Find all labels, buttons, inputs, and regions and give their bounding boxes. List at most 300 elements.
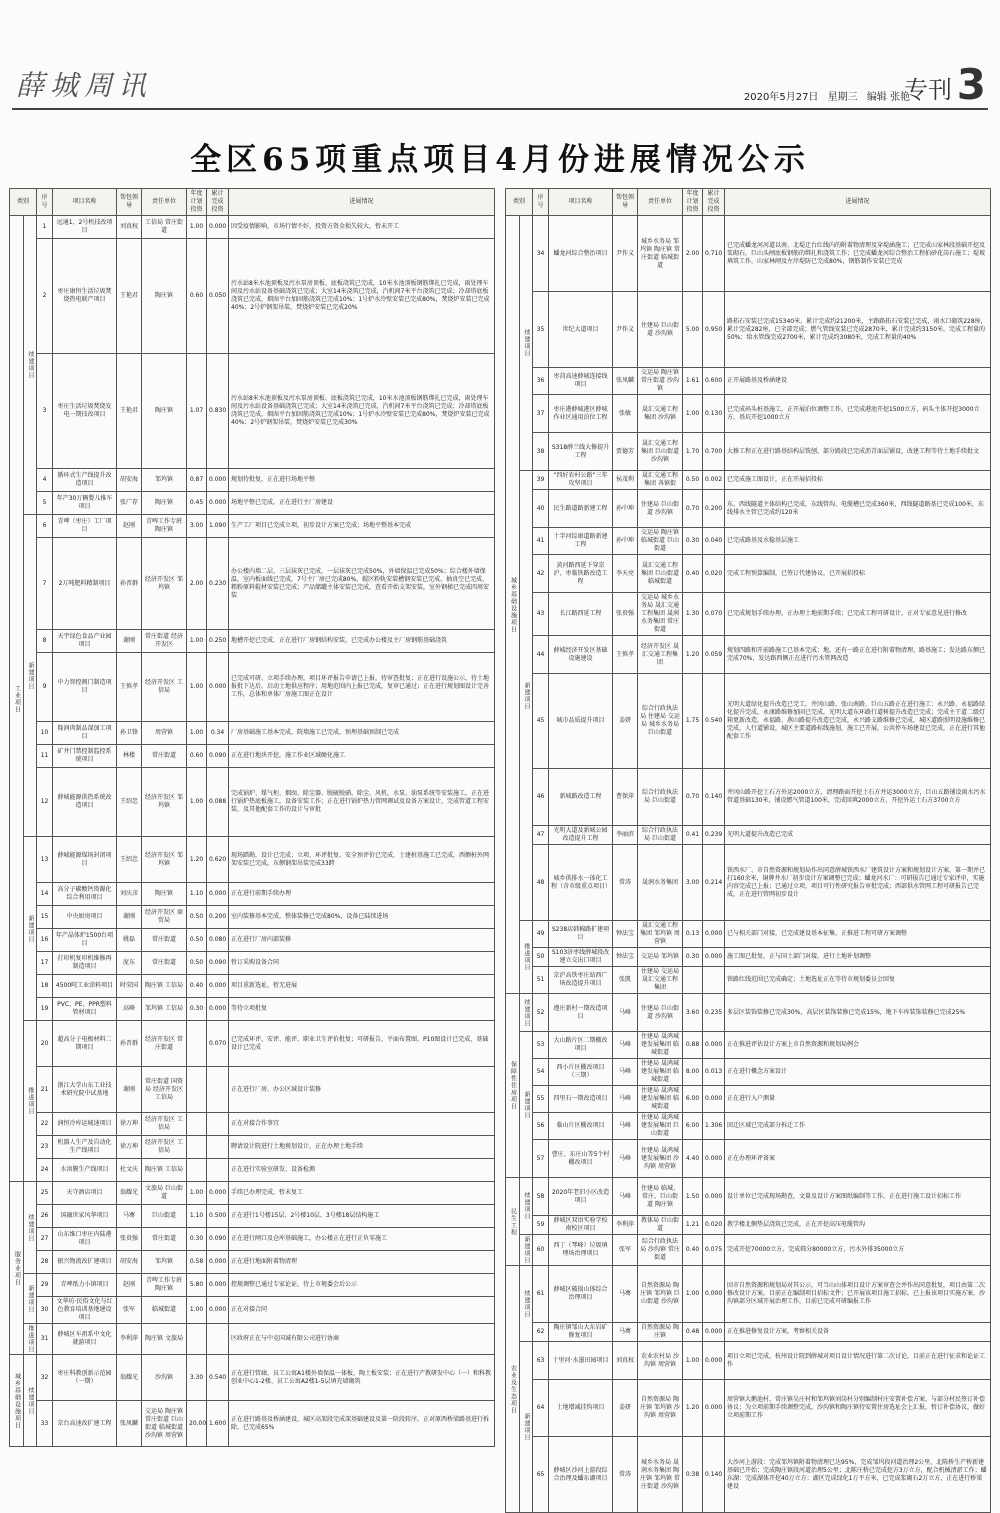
completed-investment: 0.130 [703,395,725,433]
leader-name: 林楼 [117,745,142,768]
completed-investment: 0.000 [207,1182,229,1205]
plan-investment: 1.75 [683,674,703,769]
table-row [506,368,991,395]
completed-investment: 0.540 [207,1355,229,1401]
progress-text: 东、西线隧道主体结构已完成，东线管沟、电缆槽已完成360米，西线隧道路基已完成100米，东线排水主管已完成约120米 [725,490,991,528]
row-number: 19 [37,998,53,1021]
plan-investment: 0.70 [683,769,703,826]
table-row [10,1205,495,1228]
subcategory-cell: 续建项目 [24,1182,37,1274]
completed-investment [207,1067,229,1113]
leader-name: 张凯 [613,967,638,994]
completed-investment: 0.000 [703,1342,725,1380]
table-row [506,395,991,433]
progress-text: 大沙河上游段：完成邹坞镇附着物清理已达95%，完成邹坞段河道治理2公里，北陈桥生产桥新建基础已开始；完成陶庄镇段河道治理5公里；北陈庄桥已完成挖方3万立方，配合机械清淤工作；蟠东湖：完成湖体开挖40万立方；湖区完成绿化1万平方米，已完成浆砌石2万立方，正在进行桥梁建设 [725,1437,991,1513]
progress-text: 回迁区域已完成部分拆迁工作 [725,1113,991,1140]
header-unit: 责任单位 [142,189,187,216]
row-number: 2 [37,239,53,354]
table-row [10,515,495,538]
row-number: 35 [533,292,549,368]
leader-name: 马骞 [613,1266,638,1323]
table-row [10,1159,495,1182]
completed-investment: 0.000 [207,883,229,906]
leader-name: 张敏 [613,395,638,433]
progress-text: 规划待批复，正在进行场地平整 [229,469,495,492]
responsible-unit: 经济开发区 常庄街道 [142,1021,187,1067]
category-cell: 保障性住房项目 [506,994,520,1178]
leader-name: 钟法宝 [613,948,638,967]
responsible-unit: 陶庄镇 [142,492,187,515]
row-number: 8 [37,630,53,653]
row-number: 26 [37,1205,53,1228]
responsible-unit: 常庄街道 [142,1228,187,1251]
left-table-header [10,189,495,216]
project-name: 土地增减挂钩项目 [549,1380,613,1437]
plan-investment: 0.30 [187,1228,207,1251]
header-progress: 进展情况 [229,189,495,216]
table-row [506,948,991,967]
responsible-unit: 城乡水务局 邹坞镇 陶庄镇 常庄街道 临城街道 [638,216,683,292]
responsible-unit: 陶庄镇 [142,239,187,354]
completed-investment: 0.000 [207,1274,229,1297]
plan-investment: 1.50 [683,1178,703,1216]
leader-name: 侯茂利 [613,471,638,490]
completed-investment: 0.090 [207,1228,229,1251]
leader-name: 庞东 [117,952,142,975]
header-plan: 年度计划投资 [187,189,207,216]
progress-text: 生产工厂项目已完成立项，初步设计方案已完成；场地平整基本完成 [229,515,495,538]
category-cell: 农业及生态项目 [506,1266,520,1513]
leader-name: 曹保萍 [613,769,638,826]
completed-investment [207,1159,229,1182]
project-name: 青啤（枣庄）工厂项目 [53,515,117,538]
completed-investment: 0.200 [207,906,229,929]
project-name: 陶庄镇邹山大东岩矿修复项目 [549,1323,613,1342]
plan-investment: 0.70 [683,490,703,528]
plan-investment: 1.61 [683,368,703,395]
progress-text: 场地平整已完成，正在进行主厂房建设 [229,492,495,515]
progress-text: 聘请设计院进行土地规划设计，正在办理土地手续 [229,1136,495,1159]
completed-investment [207,1136,229,1159]
responsible-unit: 常庄街道 [142,952,187,975]
progress-text: 已与相关部门对接，已完成建设基本征集，正推进工程可研方案调整 [725,921,991,948]
row-number: 64 [533,1380,549,1437]
project-name: 京沪高铁枣庄站西广场改造提升项目 [549,967,613,994]
row-number: 53 [533,1032,549,1059]
progress-text: 办公楼内墙二层、三层抹灰已完成，一层抹灰已完成50%，外墙保温已完成50%；综合楼外墙保温，室内板面线已完成，7号主厂房已完成80%，辊区粉轨安装槽钢安装已完成，抽真空已完成，粗粉原料辊材安装已完成；产品储罐主体安装已完成，查看开始支架安装，室外钢梯已完成四周安装 [229,538,495,630]
completed-investment: 0.000 [703,1178,725,1216]
table-row [506,636,991,674]
project-name: S103济枣线薛城段改建立交出口项目 [549,948,613,967]
row-number: 3 [37,354,53,469]
completed-investment: 0.000 [703,1380,725,1437]
header-name: 项目名称 [549,189,613,216]
category-cell: 工业项目 [10,216,24,1182]
progress-text: 正在进行厂房内部装修 [229,929,495,952]
table-row [10,1067,495,1113]
row-number: 31 [37,1324,53,1355]
project-name: 年产30万辆婴儿推车项目 [53,492,117,515]
project-name: 机器人生产及自动化生产线项目 [53,1136,117,1159]
plan-investment: 1.10 [187,1205,207,1228]
progress-text: 正在进行前期手续办理 [229,883,495,906]
progress-text: 控规调整已通过专家论证，待上市规委会后公示 [229,1274,495,1297]
leader-name: 尹作义 [613,292,638,368]
table-row [506,471,991,490]
row-number: 9 [37,653,53,722]
leader-name: 马骞 [117,1205,142,1228]
completed-investment: 0.090 [207,952,229,975]
plan-investment: 0.40 [683,555,703,593]
table-row [10,1324,495,1355]
project-name: 水溶膜生产线项目 [53,1159,117,1182]
category-cell: 城乡基础设施项目 [506,216,520,994]
completed-investment: 0.090 [207,745,229,768]
progress-text: 正在进行1号楼15层、2号楼10层、3号楼18层结构施工 [229,1205,495,1228]
completed-investment: 0.000 [207,975,229,998]
progress-text: 厂房基础施工基本完成，院墙施工已完成，预埋基础预制已完成 [229,722,495,745]
completed-investment: 0.000 [207,492,229,515]
row-number: 27 [37,1228,53,1251]
page-title: 全区65项重点项目4月份进展情况公示 [190,142,810,178]
progress-text: 周营镇大鹅池村、常庄镇吴庄村和邹坞镇刘岗村分别编制村庄安置补偿方案，与部分村民签订补偿协议；为立项前期手续调整完成，沙沟镇和陶庄镇待安置住房选址会上汇报，暂订补偿协议，做好立项前期工作 [725,1380,991,1437]
plan-investment: 0.30 [187,998,207,1021]
plan-investment: 0.48 [683,1323,703,1342]
leader-name: 谢刚 [117,906,142,929]
leader-name: 高峰 [117,998,142,1021]
responsible-unit: 周营镇 [142,722,187,745]
subcategory-cell: 续建项目 [520,216,533,471]
header-progress: 进展情况 [725,189,991,216]
responsible-unit: 陶庄镇 [142,883,187,906]
leader-name: 张军 [117,1297,142,1324]
leader-name: 孙中坤 [613,528,638,555]
progress-text: 正在进行路基及桥涵建设，城区高架段完成深基础建设及第一阶段转序，正对原西桥梁路基进行拆除，已完成65% [229,1401,495,1447]
plan-investment: 0.41 [683,826,703,845]
plan-investment: 1.30 [683,593,703,636]
progress-text: 正在进行地面附着物清理 [229,1251,495,1274]
row-number: 49 [533,921,549,948]
responsible-unit: 晟汇交通工程集团 各镇街 [638,471,683,490]
progress-text: 光明大道提升改造已完成 [725,826,991,845]
table-row [506,216,991,292]
responsible-unit: 经济开发区 工信局 [142,1136,187,1159]
progress-text: 地槽开挖已完成，正在进行厂房钢结构安装，已完成办公楼及主厂房钢筋基础浇筑 [229,630,495,653]
completed-investment: 0.000 [207,1251,229,1274]
table-row [506,433,991,471]
progress-text: 大修工程正在进行路基结构层铣刨，部分路段已完成沥青面层铺设，改建工程等待土地手续批文 [725,433,991,471]
leader-name: 马骞 [613,1323,638,1342]
plan-investment [187,1324,207,1355]
row-number: 40 [533,490,549,528]
plan-investment: 5.80 [187,1274,207,1297]
row-number: 22 [37,1113,53,1136]
leader-name: 姚磊 [117,929,142,952]
leader-name: 马峰 [613,1086,638,1113]
completed-investment: 0.075 [703,1235,725,1266]
project-name: 临山片区棚改项目 [549,1113,613,1140]
newspaper-logo: 薛城周讯 [16,69,153,102]
row-number: 65 [533,1437,549,1513]
project-name: 城乡供排水一体化工程（含市级重点项目） [549,845,613,921]
progress-text: 已完成蟠龙河河道以南、北堤迁台红线内的附着物清理及穿堤涵施工；已完成山家林段基础开挖及浆砌石，巨山头闸底板钢筋的绑扎和浇筑工作；已完成蟠龙河综合整治工程拍砂花岗石施工；堤坡填筑工作，山家林闸及左岸堤防已完成80%，钢筋制作安装已完成 [725,216,991,292]
table-row [506,994,991,1032]
completed-investment: 0.235 [703,994,725,1032]
responsible-unit: 经济开发区 商贸局 [142,906,187,929]
responsible-unit: 邹坞镇 工信局 [142,998,187,1021]
completed-investment: 0.000 [207,998,229,1021]
progress-text: 规划四路和开前路施工已基本完成；地，还有一路正在进行附着物清理，路基施工；发达路东侧已完成70%，发达路西侧正在进行污水管网改造 [725,636,991,674]
right-project-table-wrap [505,188,991,1513]
completed-investment [207,1113,229,1136]
responsible-unit: 经济开发区 邹坞镇 [142,837,187,883]
subcategory-cell: 新建项目 [520,1342,533,1513]
table-row [506,1059,991,1086]
row-number: 7 [37,538,53,630]
row-number: 15 [37,906,53,929]
right-table-header [506,189,991,216]
completed-investment: 1.306 [703,1113,725,1140]
header-category: 类别 [506,189,533,216]
table-row [10,998,495,1021]
responsible-unit: 青啤工作专班 陶庄镇 [142,515,187,538]
row-number: 52 [533,994,549,1032]
project-name: 浙江大学山东工业技术研究院中试基地 [53,1067,117,1113]
plan-investment: 3.60 [683,994,703,1032]
responsible-unit: 常庄街道 [142,929,187,952]
plan-investment: 0.50 [683,471,703,490]
row-number: 23 [37,1136,53,1159]
category-cell: 服务业项目 [10,1182,24,1355]
completed-investment: 0.002 [703,471,725,490]
subcategory-cell: 新建项目 [520,1032,533,1178]
category-cell: 城乡基础设施项目 [10,1355,24,1447]
issue-line [738,88,910,103]
leader-name: 赵刚 [117,1274,142,1297]
progress-text: 正开展路基及桥涵建设 [725,368,991,395]
leader-name: 马峰 [613,994,638,1032]
leader-name: 刘真权 [117,216,142,239]
plan-investment: 6.00 [683,1086,703,1113]
project-name: 薛城区双语实验学校南校区项目 [549,1216,613,1235]
leader-name: 翁耀光 [117,1355,142,1401]
completed-investment: 0.000 [703,921,725,948]
row-number: 6 [37,515,53,538]
plan-investment: 1.20 [683,636,703,674]
progress-text: 正在对接合作事宜 [229,1113,495,1136]
completed-investment: 0.020 [703,555,725,593]
progress-text: 正在进行实验室研发、设备检测 [229,1159,495,1182]
leader-name: 姜妍 [613,674,638,769]
responsible-unit: 常庄街道 [142,745,187,768]
completed-investment: 0.070 [703,593,725,636]
leader-name: 马峰 [613,1113,638,1140]
progress-text: 教学楼北侧垫层浇筑已完成，正在开挖高压电缆管沟 [725,1216,991,1235]
table-row [10,354,495,469]
responsible-unit: 经济开发区 晟汇交通工程集团 [638,636,683,674]
table-row [506,1032,991,1059]
project-name: 光明大道及新城公园改造提升工程 [549,826,613,845]
progress-text: 区政府正在与中竞国诚有限公司进行协商 [229,1324,495,1355]
row-number: 12 [37,768,53,837]
leader-name: 王慎孝 [613,636,638,674]
plan-investment [187,1021,207,1067]
completed-investment: 0.050 [207,239,229,354]
progress-text: 完成开挖70000立方，完成筛分80000立方，污水外排35000立方 [725,1235,991,1266]
project-name: 年产晶体炉1500台项目 [53,929,117,952]
table-row [506,826,991,845]
plan-investment [683,967,703,994]
responsible-unit: 邹坞镇 [142,1251,187,1274]
header-leader: 帮包领导 [117,189,142,216]
leader-name: 孙中坤 [613,490,638,528]
row-number: 10 [37,722,53,745]
project-name: 2020年老旧小区改造项目 [549,1178,613,1216]
plan-investment: 0.40 [683,1235,703,1266]
table-row [506,490,991,528]
leader-name: 刘真权 [613,1342,638,1380]
plan-investment: 3.30 [187,1355,207,1401]
table-row [10,653,495,722]
header-plan: 年度计划投资 [683,189,703,216]
responsible-unit: 晟汇交通工程集团 沙沟镇 [638,395,683,433]
project-name: 润恒冷库运城速项目 [53,1113,117,1136]
responsible-unit: 晟汇交通工程集团 巨山街道 临城街道 [638,555,683,593]
leader-name: 张贵强 [613,593,638,636]
table-row [10,1021,495,1067]
plan-investment: 0.40 [187,975,207,998]
plan-investment: 3.00 [683,845,703,921]
progress-text: 项目立项已完成，杭州设计院到薛城对项目设计情况进行第二次讨论，目前正在进行征求和论证工作 [725,1342,991,1380]
subcategory-cell: 续建项目 [24,216,37,515]
row-number: 25 [37,1182,53,1205]
progress-text: 设计单位已完成现场勘查，文量及设计方案图纸编制等工作，正在进行施工设计招标工作 [725,1178,991,1216]
progress-text: 因市自然资源和规划局对其公示，可当山山体项目设计方案审查会并作出同意批复，项目由第二次修改设计方案，目前正在编制项目招标文件；已开展该项目施工招标，已上报该项目实施方案，沙沟镇部分区域开展治理工作，目前已完成可研编报工作 [725,1266,991,1323]
project-name: 远通1、2号机技改项目 [53,216,117,239]
project-name: 遵庄新村一期改造项目 [549,994,613,1032]
issue-date: 2020年5月27日 [743,92,819,103]
plan-investment: 4.40 [683,1140,703,1178]
row-number: 30 [37,1297,53,1324]
progress-text: 正在进行入户测量 [725,1086,991,1113]
table-row [506,1266,991,1323]
plan-investment: 8.00 [683,1059,703,1086]
project-name: 超高分子电极材料二期项目 [53,1021,117,1067]
progress-text: 正在办理环评备案 [725,1140,991,1178]
row-number: 5 [37,492,53,515]
row-number: 50 [533,948,549,967]
progress-text: 已完成环评、安评、能评、职业卫生评价批复；可研报告、平面布置图、P10图设计已完成，基础设计已完成 [229,1021,495,1067]
project-name: 十里河·水墨田园项目 [549,1342,613,1380]
table-row [10,1182,495,1205]
progress-text: 现场踏勘，设计已完成；立项、环评批复、安全预评价已完成，土建桩基施工已完成，西侧桩外网架安装已完成，东侧钢架吊装完成33跨 [229,837,495,883]
table-row [10,906,495,929]
leader-name: 李天亮 [613,555,638,593]
project-name: 天守酒店项目 [53,1182,117,1205]
row-number: 43 [533,593,549,636]
responsible-unit: 晟润水务集团 [638,845,683,921]
plan-investment: 1.00 [187,653,207,722]
responsible-unit: 住建局 巨山街道 沙沟镇 [638,490,683,528]
completed-investment: 0.080 [207,929,229,952]
project-name: 西丁（琴峰）垃圾填埋场治理项目 [549,1235,613,1266]
responsible-unit: 经济开发区 邹坞镇 [142,768,187,837]
row-number: 59 [533,1216,549,1235]
completed-investment: 0.070 [207,1021,229,1067]
leader-name: 尹作义 [613,216,638,292]
left-project-table-wrap [9,188,495,1447]
progress-text: 铁西水厂、市自然资源和规划局作出同意薛城铁西水厂建筑设计方案和规划设计方案，第一期并已打160余米，铜牌井水厂初步设计方案调整已完成；蟠龙河水厂：可研报告已通过专家评审，实施内容完成已上报；已通过立项，项目可行性研究报告审批完成；西部供水管网工程可研报告已完成，正在进行管网初步设计 [725,845,991,921]
row-number: 11 [37,745,53,768]
responsible-unit: 晟汇交通工程集团 巨山街道 沙沟镇 [638,433,683,471]
table-row [10,492,495,515]
row-number: 58 [533,1178,549,1216]
leader-name: 胡安海 [117,469,142,492]
table-row [10,1251,495,1274]
completed-investment: 0.000 [703,1266,725,1323]
progress-text: 暂订采购设备合同 [229,952,495,975]
masthead-rule [12,108,988,110]
plan-investment [187,1159,207,1182]
row-number: 16 [37,929,53,952]
project-name: 中央厨房项目 [53,906,117,929]
table-row [506,1178,991,1216]
completed-investment: 0.013 [703,1059,725,1086]
responsible-unit: 住建局 晟鸿城建发展集团 沙沟镇 周营镇 [638,1140,683,1178]
subcategory-cell: 新建项目 [24,837,37,1021]
leader-name: 李利萍 [117,1324,142,1355]
leader-name: 时荣国 [117,975,142,998]
row-number: 14 [37,883,53,906]
row-number: 1 [37,216,53,239]
progress-text: 等待立项批复 [229,998,495,1021]
row-number: 4 [37,469,53,492]
responsible-unit: 巨山街道 [142,1205,187,1228]
row-number: 44 [533,636,549,674]
header-done: 累计完成投资 [207,189,229,216]
table-row [10,1297,495,1324]
leader-name: 王艳君 [117,239,142,354]
subcategory-cell: 推进项目 [24,1021,37,1182]
project-name: 民生路道路新建工程 [549,490,613,528]
table-row [506,1086,991,1113]
plan-investment: 1.00 [187,1182,207,1205]
row-number: 39 [533,471,549,490]
header-leader: 帮包领导 [613,189,638,216]
plan-investment: 0.60 [187,239,207,354]
completed-investment: 0.000 [207,653,229,722]
table-row [506,593,991,636]
completed-investment: 0.000 [703,1032,725,1059]
page-number: 3 [956,60,986,109]
progress-text: 正在进行概念方案设计 [725,1059,991,1086]
project-name: 薛城区车祖系中文化就游项目 [53,1324,117,1355]
leader-name: 李利萍 [613,1216,638,1235]
progress-text: 正在进行闸口及仓库基础施工，办公楼正在进行正负零施工 [229,1228,495,1251]
table-row [10,883,495,906]
completed-investment: 1.090 [207,515,229,538]
plan-investment: 0.13 [683,921,703,948]
column-label: 专刊 [904,76,952,104]
responsible-unit: 自然资源局 陶庄镇 邹坞镇 沙沟镇 周营镇 [638,1380,683,1437]
plan-investment: 0.50 [187,952,207,975]
completed-investment: 0.000 [207,216,229,239]
completed-investment: 0.000 [703,948,725,967]
responsible-unit: 晟汇交通工程集团 邹坞镇 周营镇 [638,921,683,948]
subcategory-cell: 新建项目 [24,1274,37,1324]
plan-investment: 2.00 [683,216,703,292]
progress-text: 已完成规划手续办理，正办理土地前期手续；已完成工程可研设计，正对专家意见进行修改 [725,593,991,636]
